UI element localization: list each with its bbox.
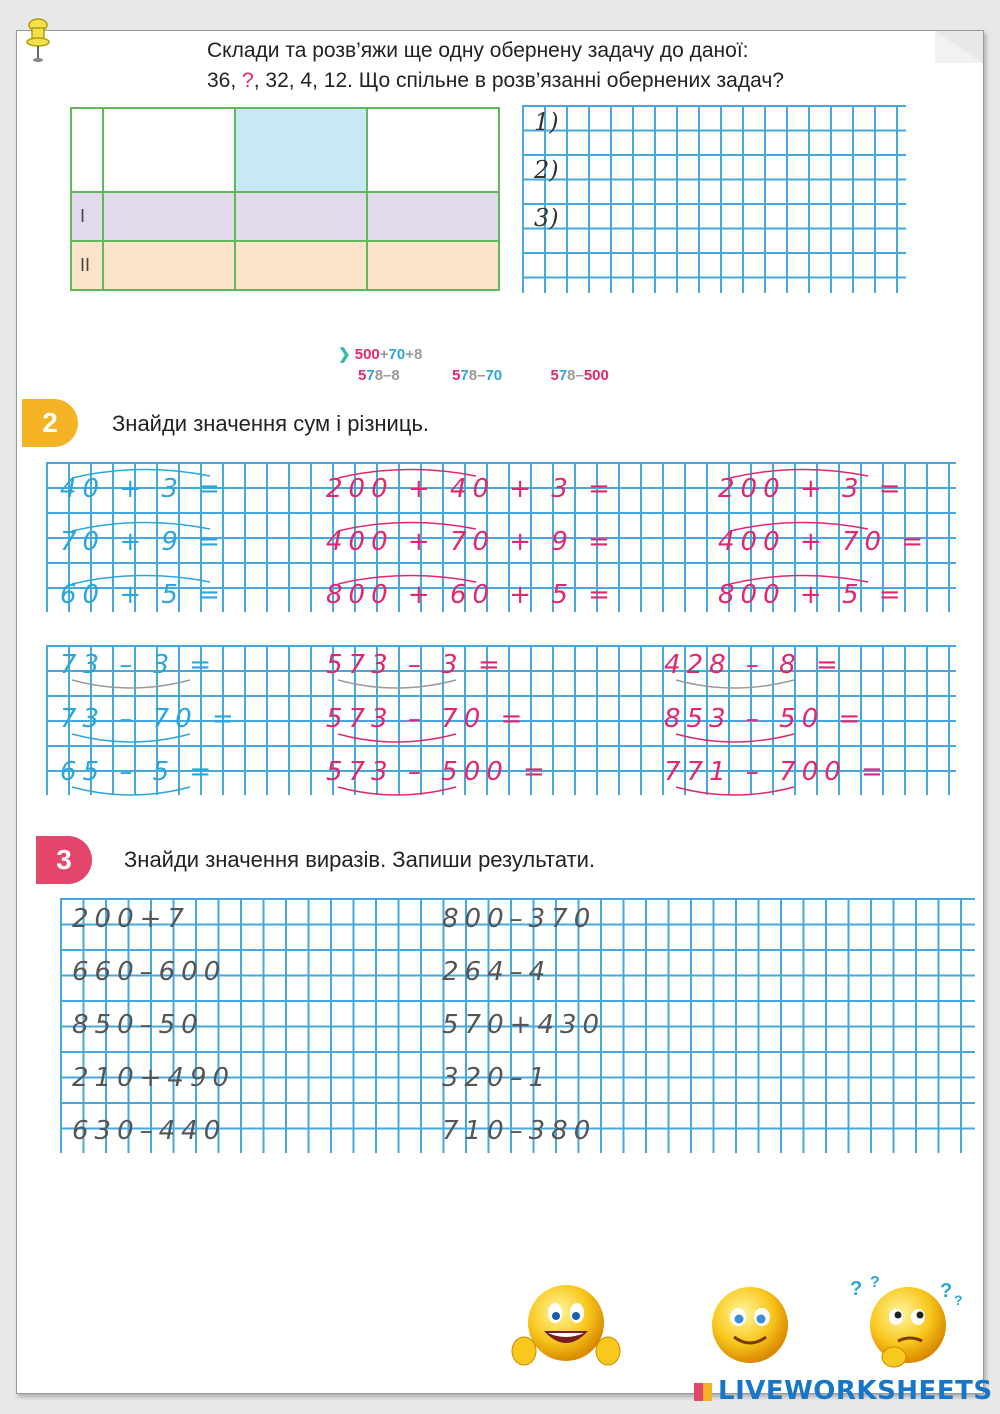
hint-expr: 578–500	[550, 367, 609, 384]
arc-arrow-icon	[70, 466, 220, 480]
arc-arrow-icon	[674, 732, 824, 746]
difference-expression: 573 – 70 =	[326, 704, 529, 734]
arc-arrow-icon	[336, 785, 486, 799]
step-2-label: 2)	[534, 156, 559, 184]
difference-expression: 73 – 3 =	[60, 650, 218, 680]
task3-title: Знайди значення виразів. Запиши результати.	[124, 847, 596, 872]
sum-expression: 800 + 60 + 5 =	[326, 580, 616, 610]
task2-title: Знайди значення сум і різниць.	[112, 411, 430, 436]
pushpin-icon	[24, 16, 52, 64]
arc-arrow-icon	[674, 678, 824, 692]
question-mark: ?	[242, 69, 254, 92]
smiling-face-icon[interactable]	[710, 1285, 790, 1365]
hint-term: 70	[388, 346, 406, 363]
difference-expression: 771 – 700 =	[664, 757, 889, 787]
hint-op: +	[379, 346, 389, 363]
sum-expression: 60 + 5 =	[60, 580, 226, 610]
sum-expression: 70 + 9 =	[60, 527, 226, 557]
difference-expression: 573 – 3 =	[326, 650, 506, 680]
row-label-1: I	[71, 192, 103, 241]
arc-arrow-icon	[336, 466, 486, 480]
hint-expr: 578–70	[452, 367, 503, 384]
task-number-badge: 2	[22, 399, 78, 447]
arc-arrow-icon	[336, 678, 486, 692]
thinking-face-icon[interactable]	[848, 1273, 968, 1377]
hint-op: +	[405, 346, 414, 363]
task3-expression: 850–50	[72, 1010, 204, 1040]
hint-expr: 578–8	[358, 367, 400, 384]
difference-expression: 65 – 5 =	[60, 757, 218, 787]
svg-text:?: ?	[870, 1274, 880, 1291]
arc-arrow-icon	[728, 519, 878, 533]
sum-expression: 400 + 70 =	[718, 527, 930, 557]
task-number-badge: 3	[36, 836, 92, 884]
arc-arrow-icon	[336, 732, 486, 746]
arc-arrow-icon	[336, 572, 486, 586]
hint-term: 8	[414, 346, 423, 363]
page-fold-corner	[935, 31, 983, 63]
hint-box	[338, 344, 609, 386]
task3-expression: 200+7	[72, 904, 190, 934]
hint-line2	[338, 365, 609, 386]
hint-line1	[338, 344, 609, 365]
arc-arrow-icon	[728, 466, 878, 480]
task1-line1: Склади та розв’яжи ще одну обернену задачу до даної:	[207, 39, 749, 62]
table-cell[interactable]	[103, 241, 235, 290]
difference-expression: 73 – 70 =	[60, 704, 240, 734]
svg-text:?: ?	[954, 1292, 963, 1308]
hint-term: 500	[354, 346, 380, 363]
arc-arrow-icon	[70, 572, 220, 586]
task3-expression: 264–4	[442, 957, 552, 987]
logo-text: LIVEWORKSHEETS	[718, 1376, 993, 1406]
arc-arrow-icon	[70, 732, 220, 746]
arc-arrow-icon	[70, 785, 220, 799]
table-header-cell[interactable]	[103, 108, 235, 192]
task3-expression: 710–380	[442, 1116, 597, 1146]
difference-expression: 428 – 8 =	[664, 650, 844, 680]
table-header-cell[interactable]	[367, 108, 499, 192]
task1-line2	[207, 66, 907, 96]
task3-expression: 570+430	[442, 1010, 606, 1040]
task1-instructions	[207, 36, 907, 96]
arc-arrow-icon	[70, 519, 220, 533]
row-label-2: II	[71, 241, 103, 290]
logo-mark-icon	[694, 1383, 712, 1401]
difference-expression: 573 – 500 =	[326, 757, 551, 787]
task3-expression: 660–600	[72, 957, 227, 987]
difference-expression: 853 – 50 =	[664, 704, 867, 734]
table-cell[interactable]	[367, 192, 499, 241]
task3-expression: 630–440	[72, 1116, 227, 1146]
table-cell[interactable]	[235, 192, 367, 241]
step-3-label: 3)	[534, 204, 559, 232]
arc-arrow-icon	[674, 785, 824, 799]
task3-expression: 320–1	[442, 1063, 552, 1093]
table-cell[interactable]	[367, 241, 499, 290]
task1-table	[70, 107, 500, 291]
table-header-cell[interactable]	[235, 108, 367, 192]
arc-arrow-icon	[728, 572, 878, 586]
sum-expression: 400 + 70 + 9 =	[326, 527, 616, 557]
svg-text:?: ?	[850, 1278, 863, 1300]
solution-steps	[534, 108, 559, 252]
sum-expression: 800 + 5 =	[718, 580, 907, 610]
liveworksheets-logo	[694, 1376, 993, 1406]
task3-expression: 800–370	[442, 904, 597, 934]
sum-expression: 200 + 3 =	[718, 474, 907, 504]
task1-line2-start: 36,	[207, 69, 243, 92]
sum-expression: 40 + 3 =	[60, 474, 226, 504]
table-cell	[71, 108, 103, 192]
thumbs-up-smiley-icon[interactable]	[508, 1283, 624, 1373]
arc-arrow-icon	[70, 678, 220, 692]
arc-arrow-icon	[336, 519, 486, 533]
step-1-label: 1)	[534, 108, 559, 136]
table-cell[interactable]	[103, 192, 235, 241]
task1-line2-end: , 32, 4, 12. Що спільне в розв’язанні обернених задач?	[253, 69, 784, 92]
table-cell[interactable]	[235, 241, 367, 290]
chevron-right-icon: ❯	[338, 346, 351, 363]
sum-expression: 200 + 40 + 3 =	[326, 474, 616, 504]
answer-grid-task1[interactable]	[522, 105, 906, 293]
task3-expression: 210+490	[72, 1063, 236, 1093]
svg-text:?: ?	[940, 1280, 953, 1302]
